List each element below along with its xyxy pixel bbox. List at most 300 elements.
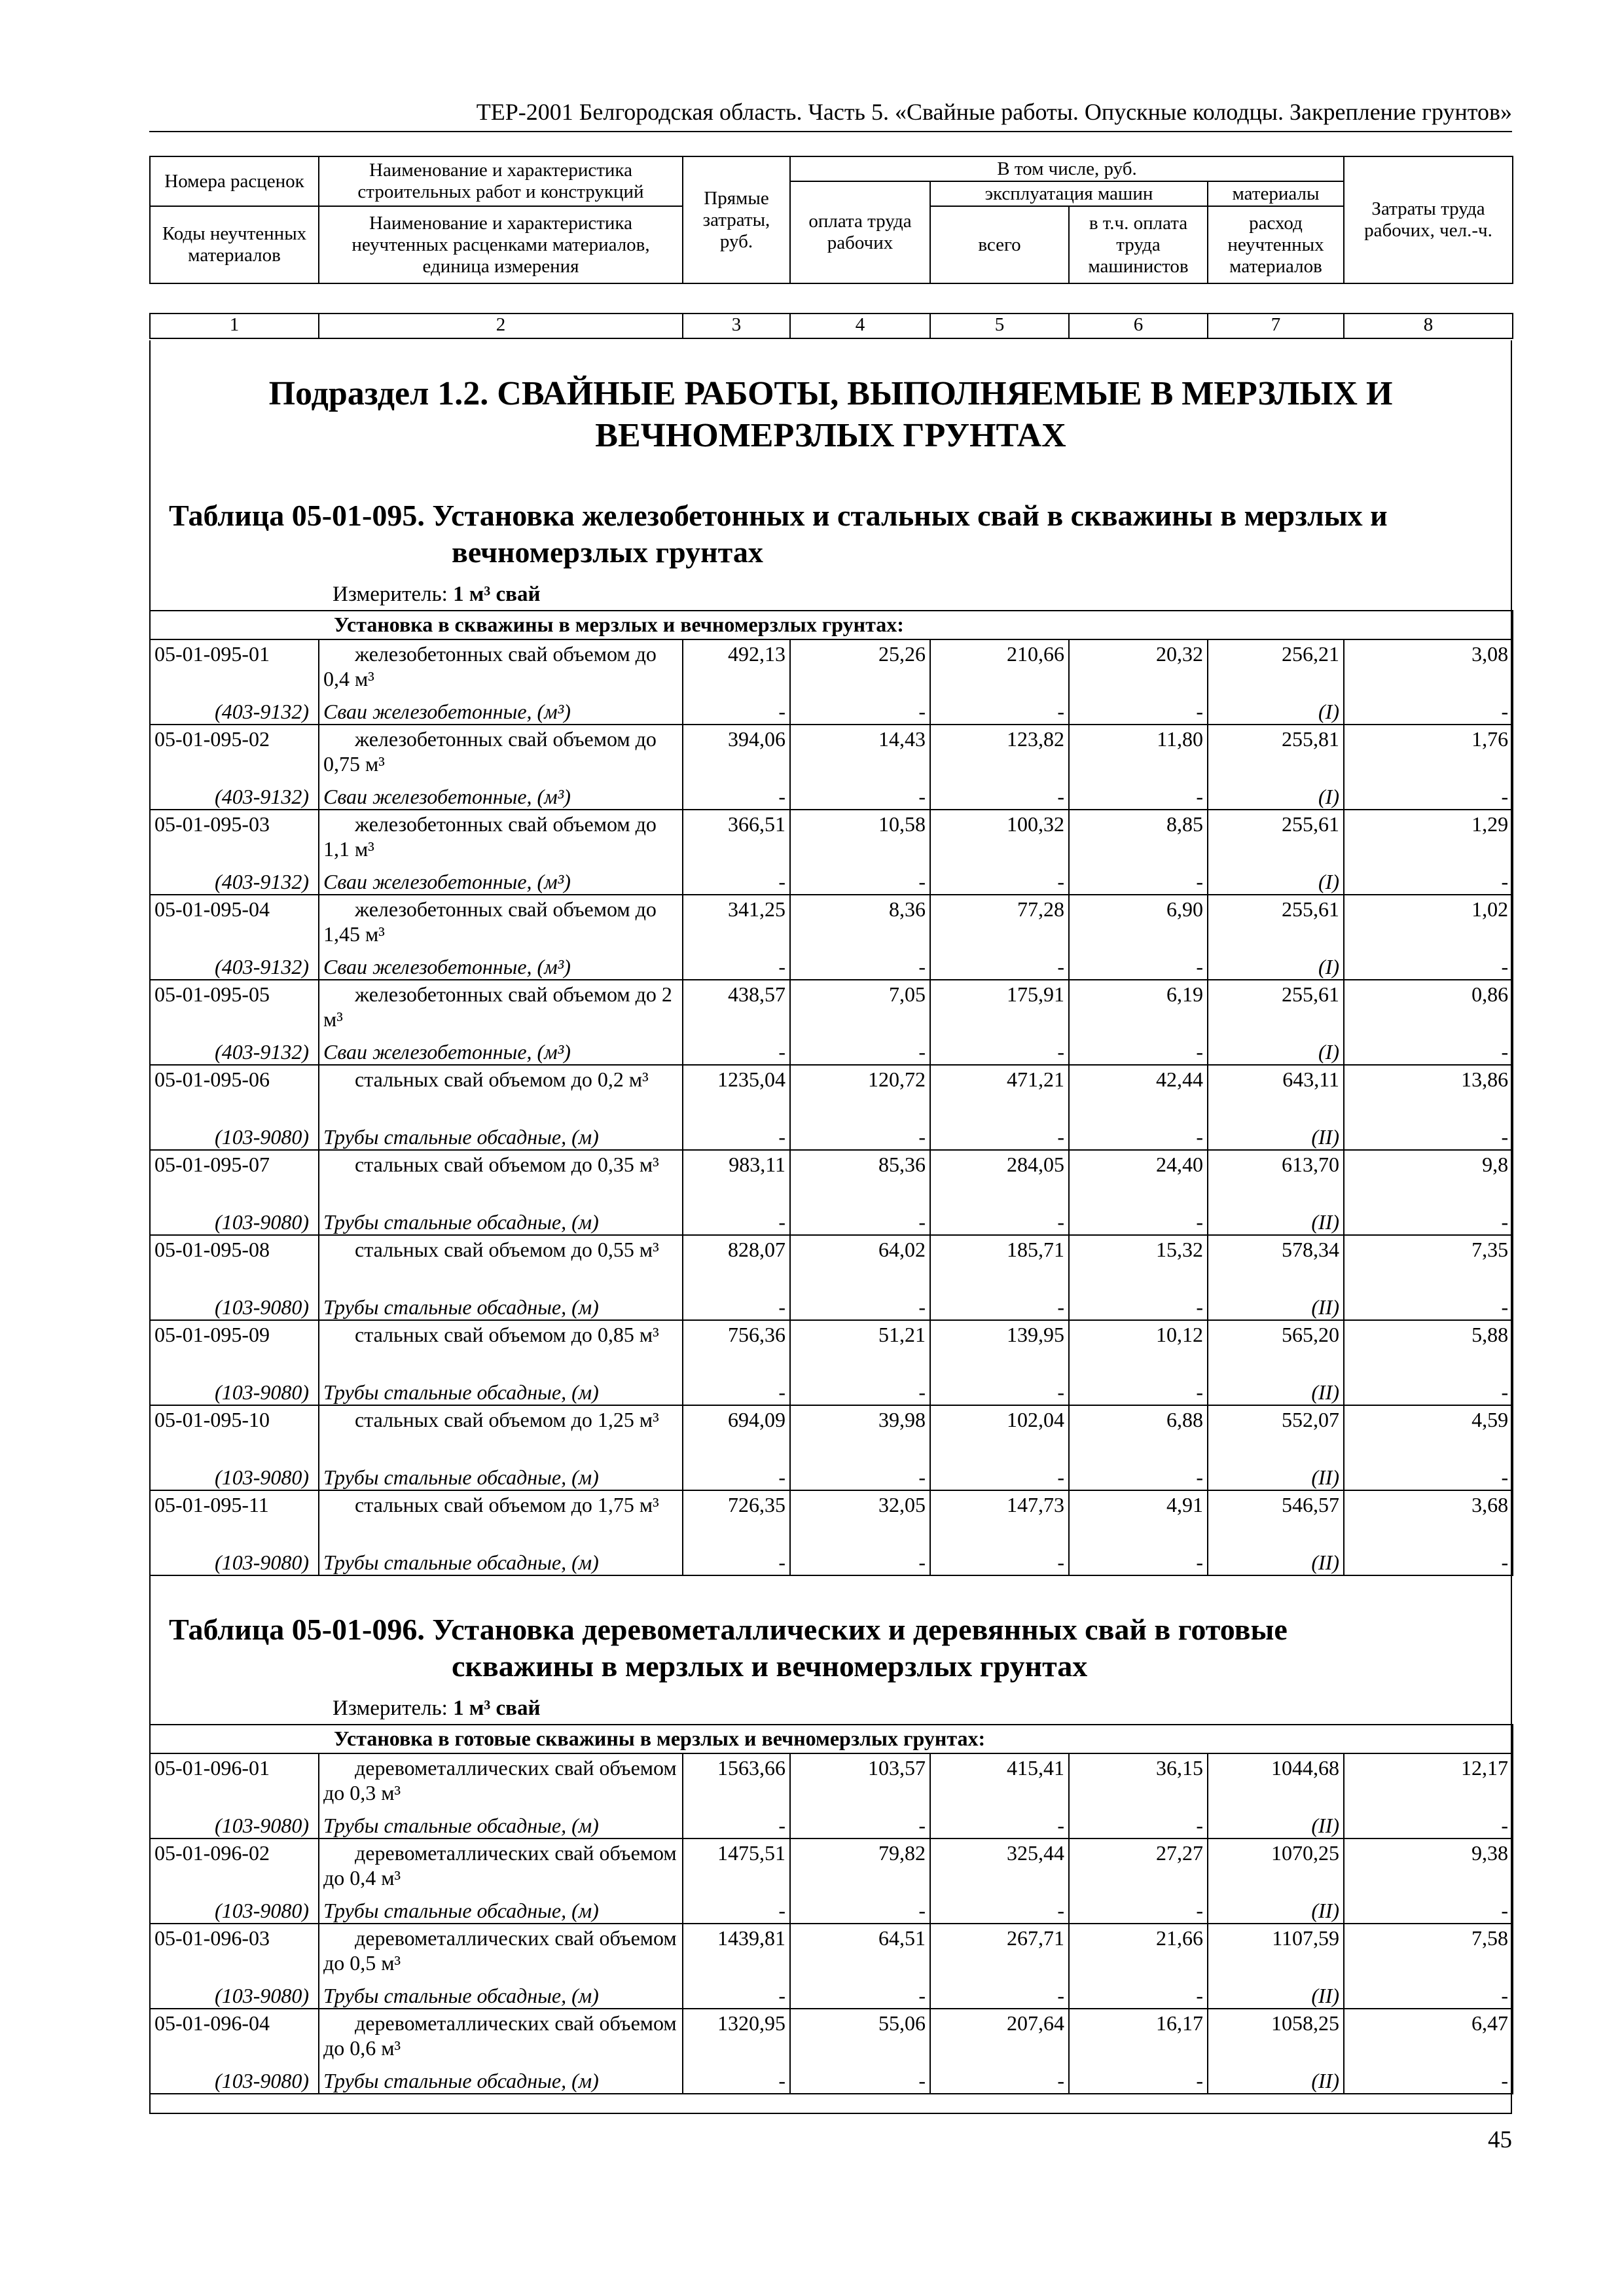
table-cell <box>790 1150 930 1235</box>
rate-code: 05-01-095-06 <box>154 1067 270 1091</box>
table-cell <box>1069 1150 1208 1235</box>
table-cell <box>150 1065 319 1150</box>
material-code: (403-9132) <box>215 955 309 978</box>
table-cell <box>319 1924 683 2009</box>
table-cell <box>790 1753 930 1839</box>
material-name: Трубы стальные обсадные, (м) <box>323 1465 599 1489</box>
table-cell <box>1344 1839 1513 1924</box>
material-value: - <box>778 700 785 723</box>
table-cell <box>1208 1235 1344 1320</box>
machine-cost: 77,28 <box>1017 897 1064 921</box>
work-name: железобетонных свай объемом до 1,1 м³ <box>323 812 657 861</box>
col3-header: Прямые затраты, руб. <box>683 156 790 283</box>
col-number: 4 <box>790 314 930 338</box>
operator-cost: 6,88 <box>1166 1408 1203 1431</box>
machine-cost: 139,95 <box>1007 1323 1064 1346</box>
table-cell <box>790 980 930 1065</box>
table-cell <box>683 1320 790 1405</box>
material-code: (103-9080) <box>215 1465 309 1489</box>
table-cell <box>1069 1839 1208 1924</box>
machine-cost: 175,91 <box>1007 982 1064 1006</box>
material-value: - <box>778 1040 785 1064</box>
material-code: (103-9080) <box>215 1210 309 1234</box>
machine-cost: 123,82 <box>1007 727 1064 751</box>
table-cell <box>1069 1320 1208 1405</box>
col7-header: расход неучтенных материалов <box>1208 206 1344 283</box>
direct-cost: 394,06 <box>728 727 785 751</box>
material-value: - <box>1057 1295 1064 1319</box>
table-cell <box>930 810 1069 895</box>
col4-header: оплата труда рабочих <box>790 181 930 283</box>
machine-cost: 471,21 <box>1007 1067 1064 1091</box>
table-cell <box>1208 2009 1344 2094</box>
table-cell <box>319 1235 683 1320</box>
materials-cost: 578,34 <box>1282 1238 1339 1261</box>
direct-cost: 694,09 <box>728 1408 785 1431</box>
machine-cost: 207,64 <box>1007 2011 1064 2035</box>
table-cell <box>319 895 683 980</box>
col-number: 5 <box>930 314 1069 338</box>
meter-label: Измеритель: <box>333 583 448 606</box>
col5-header: всего <box>930 206 1069 283</box>
table-cell <box>1344 2009 1513 2094</box>
material-code: (103-9080) <box>215 1295 309 1319</box>
labor-hours: 7,35 <box>1471 1238 1509 1261</box>
table-cell <box>1069 2009 1208 2094</box>
table-cell <box>150 1235 319 1320</box>
table-cell <box>150 1924 319 2009</box>
material-name: Сваи железобетонные, (м³) <box>323 870 571 893</box>
table-row <box>150 725 1513 810</box>
material-value: - <box>1196 955 1203 978</box>
labor-cost: 85,36 <box>878 1153 926 1176</box>
labor-cost: 39,98 <box>878 1408 926 1431</box>
materials-cost: 565,20 <box>1282 1323 1339 1346</box>
work-name: деревометаллических свай объемом до 0,3 м³ <box>323 1756 677 1804</box>
column-number-row <box>149 313 1513 339</box>
operator-cost: 42,44 <box>1156 1067 1203 1091</box>
table-row <box>150 1490 1513 1575</box>
table2-title-line2: скважины в мерзлых и вечномерзлых грунтах <box>452 1649 1088 1683</box>
table-row <box>150 1405 1513 1490</box>
labor-cost: 64,51 <box>878 1926 926 1950</box>
table-cell <box>319 1490 683 1575</box>
table-cell <box>1208 1924 1344 2009</box>
table-cell <box>1208 639 1344 725</box>
col-number: 7 <box>1208 314 1344 338</box>
material-consumption: (II) <box>1311 2069 1339 2092</box>
col1-bottom-header: Коды неучтенных материалов <box>150 206 319 283</box>
col2-bottom-header: Наименование и характеристика неучтенных расценками материалов, единица измерения <box>319 206 683 283</box>
table-cell <box>319 725 683 810</box>
table-cell <box>790 639 930 725</box>
table-cell <box>930 895 1069 980</box>
material-consumption: (II) <box>1311 1814 1339 1837</box>
material-value: - <box>778 1899 785 1922</box>
table-cell <box>930 1065 1069 1150</box>
table-cell <box>683 810 790 895</box>
machine-cost: 284,05 <box>1007 1153 1064 1176</box>
table1-subheader: Установка в скважины в мерзлых и вечномерзлых грунтах: <box>150 611 1513 639</box>
labor-hours: 13,86 <box>1461 1067 1509 1091</box>
material-consumption: (I) <box>1318 700 1339 723</box>
table-cell <box>683 1065 790 1150</box>
table-cell <box>683 1405 790 1490</box>
labor-hours: 9,38 <box>1471 1841 1508 1865</box>
material-name: Сваи железобетонные, (м³) <box>323 955 571 978</box>
direct-cost: 1439,81 <box>717 1926 785 1950</box>
material-code: (403-9132) <box>215 700 309 723</box>
material-value: - <box>1501 1040 1509 1064</box>
material-value: - <box>918 955 926 978</box>
material-value: - <box>778 1125 785 1149</box>
rate-code: 05-01-095-03 <box>154 812 270 836</box>
labor-cost: 51,21 <box>878 1323 926 1346</box>
material-name: Трубы стальные обсадные, (м) <box>323 1984 599 2007</box>
machines-header: эксплуатация машин <box>930 181 1208 206</box>
materials-cost: 255,81 <box>1282 727 1339 751</box>
table-cell <box>319 639 683 725</box>
machine-cost: 415,41 <box>1007 1756 1064 1780</box>
material-value: - <box>1196 1210 1203 1234</box>
material-consumption: (II) <box>1311 1899 1339 1922</box>
material-value: - <box>1057 1380 1064 1404</box>
col6-header: в т.ч. оплата труда машинистов <box>1069 206 1208 283</box>
table2-body <box>149 1724 1513 2094</box>
material-value: - <box>1057 1465 1064 1489</box>
table-cell <box>1344 810 1513 895</box>
table-cell <box>930 1924 1069 2009</box>
labor-hours: 4,59 <box>1471 1408 1509 1431</box>
meter-label: Измеритель: <box>333 1696 448 1720</box>
table-cell <box>1069 1235 1208 1320</box>
table-cell <box>683 639 790 725</box>
material-code: (103-9080) <box>215 1984 309 2007</box>
table2-title <box>169 1611 1498 1685</box>
material-value: - <box>778 2069 785 2092</box>
table-row <box>150 1065 1513 1150</box>
materials-cost: 1107,59 <box>1272 1926 1339 1950</box>
material-value: - <box>918 1551 926 1574</box>
operator-cost: 6,90 <box>1166 897 1203 921</box>
material-value: - <box>1501 1984 1508 2007</box>
material-value: - <box>1196 1295 1203 1319</box>
rate-code: 05-01-095-01 <box>154 642 270 666</box>
table-cell <box>150 1150 319 1235</box>
materials-cost: 643,11 <box>1282 1067 1339 1091</box>
direct-cost: 983,11 <box>729 1153 785 1176</box>
table-row <box>150 1839 1513 1924</box>
rate-code: 05-01-095-04 <box>154 897 270 921</box>
table-cell <box>319 810 683 895</box>
material-code: (403-9132) <box>215 870 309 893</box>
rate-code: 05-01-096-03 <box>154 1926 270 1950</box>
material-consumption: (II) <box>1311 1465 1339 1489</box>
machine-cost: 325,44 <box>1007 1841 1064 1865</box>
material-value: - <box>1196 870 1203 893</box>
material-value: - <box>1501 1380 1509 1404</box>
material-value: - <box>918 1380 926 1404</box>
table1-title-line2: вечномерзлых грунтах <box>452 535 763 569</box>
material-name: Трубы стальные обсадные, (м) <box>323 1899 599 1922</box>
rate-code: 05-01-095-05 <box>154 982 270 1006</box>
labor-cost: 14,43 <box>878 727 926 751</box>
material-name: Трубы стальные обсадные, (м) <box>323 1814 599 1837</box>
materials-cost: 255,61 <box>1282 812 1339 836</box>
table-cell <box>683 1150 790 1235</box>
table-cell <box>790 1065 930 1150</box>
material-value: - <box>1196 1814 1203 1837</box>
material-value: - <box>1501 870 1509 893</box>
table-cell <box>790 2009 930 2094</box>
col1-top-header: Номера расценок <box>150 156 319 206</box>
material-consumption: (II) <box>1311 1125 1339 1149</box>
col-number: 8 <box>1344 314 1513 338</box>
material-value: - <box>1196 1040 1203 1064</box>
material-value: - <box>1057 1125 1064 1149</box>
material-value: - <box>918 1210 926 1234</box>
meter-value: 1 м³ свай <box>453 1696 541 1720</box>
table-row <box>150 980 1513 1065</box>
labor-hours: 6,47 <box>1471 2011 1508 2035</box>
table-cell <box>319 980 683 1065</box>
running-header: ТЕР-2001 Белгородская область. Часть 5. «Свайные работы. Опускные колодцы. Закрепление грунтов» <box>149 93 1512 132</box>
direct-cost: 756,36 <box>728 1323 785 1346</box>
rate-code: 05-01-095-08 <box>154 1238 270 1261</box>
table-cell <box>1069 1924 1208 2009</box>
table-cell <box>1208 1320 1344 1405</box>
rate-code: 05-01-095-09 <box>154 1323 270 1346</box>
material-name: Сваи железобетонные, (м³) <box>323 1040 571 1064</box>
direct-cost: 1563,66 <box>717 1756 785 1780</box>
material-value: - <box>778 955 785 978</box>
material-consumption: (II) <box>1311 1380 1339 1404</box>
table-cell <box>683 980 790 1065</box>
table-row <box>150 1320 1513 1405</box>
material-value: - <box>1196 1125 1203 1149</box>
table-cell <box>1069 639 1208 725</box>
labor-hours: 1,76 <box>1471 727 1509 751</box>
material-value: - <box>918 1295 926 1319</box>
materials-cost: 1044,68 <box>1271 1756 1339 1780</box>
materials-cost: 255,61 <box>1282 982 1339 1006</box>
material-value: - <box>918 1465 926 1489</box>
table-row <box>150 810 1513 895</box>
material-value: - <box>1057 1210 1064 1234</box>
direct-cost: 1320,95 <box>717 2011 785 2035</box>
table-cell <box>790 1924 930 2009</box>
material-value: - <box>1501 1814 1508 1837</box>
table-cell <box>1069 1490 1208 1575</box>
work-name: железобетонных свай объемом до 0,4 м³ <box>323 642 657 691</box>
material-consumption: (I) <box>1318 955 1339 978</box>
machine-cost: 267,71 <box>1007 1926 1064 1950</box>
material-value: - <box>1196 1465 1203 1489</box>
table-cell <box>319 1839 683 1924</box>
material-code: (403-9132) <box>215 1040 309 1064</box>
direct-cost: 366,51 <box>728 812 785 836</box>
material-code: (103-9080) <box>215 1380 309 1404</box>
table-cell <box>683 1490 790 1575</box>
table-cell <box>790 1405 930 1490</box>
work-name: железобетонных свай объемом до 0,75 м³ <box>323 727 657 776</box>
table-cell <box>150 725 319 810</box>
material-value: - <box>918 2069 926 2092</box>
material-consumption: (I) <box>1318 1040 1339 1064</box>
materials-header: материалы <box>1208 181 1344 206</box>
table-row <box>150 2009 1513 2094</box>
material-code: (403-9132) <box>215 785 309 808</box>
operator-cost: 16,17 <box>1156 2011 1203 2035</box>
table-cell <box>1069 980 1208 1065</box>
material-value: - <box>1501 1210 1509 1234</box>
material-code: (103-9080) <box>215 1814 309 1837</box>
table-cell <box>1344 639 1513 725</box>
materials-cost: 1070,25 <box>1271 1841 1339 1865</box>
operator-cost: 15,32 <box>1156 1238 1203 1261</box>
col-number: 3 <box>683 314 790 338</box>
table-cell <box>150 639 319 725</box>
material-name: Сваи железобетонные, (м³) <box>323 785 571 808</box>
rate-code: 05-01-095-07 <box>154 1153 270 1176</box>
table-cell <box>1344 895 1513 980</box>
material-name: Трубы стальные обсадные, (м) <box>323 1380 599 1404</box>
table-cell <box>1069 1405 1208 1490</box>
material-value: - <box>1057 2069 1064 2092</box>
work-name: стальных свай объемом до 1,25 м³ <box>355 1408 659 1431</box>
material-value: - <box>918 1984 926 2007</box>
labor-cost: 10,58 <box>878 812 926 836</box>
labor-hours: 12,17 <box>1461 1756 1508 1780</box>
material-value: - <box>1057 1984 1064 2007</box>
table-cell <box>150 1405 319 1490</box>
table-cell <box>1208 1753 1344 1839</box>
col-number: 6 <box>1069 314 1208 338</box>
material-value: - <box>778 1380 785 1404</box>
table-cell <box>930 1490 1069 1575</box>
table-cell <box>683 1753 790 1839</box>
table-cell <box>1344 980 1513 1065</box>
materials-cost: 546,57 <box>1282 1493 1339 1516</box>
material-value: - <box>778 1551 785 1574</box>
material-value: - <box>1196 700 1203 723</box>
table-cell <box>683 1839 790 1924</box>
table-cell <box>150 810 319 895</box>
rate-code: 05-01-096-01 <box>154 1756 270 1780</box>
machine-cost: 185,71 <box>1007 1238 1064 1261</box>
operator-cost: 10,12 <box>1156 1323 1203 1346</box>
table-cell <box>319 1753 683 1839</box>
table-cell <box>1344 1065 1513 1150</box>
material-value: - <box>1196 1899 1203 1922</box>
table-cell <box>1208 1150 1344 1235</box>
material-name: Сваи железобетонные, (м³) <box>323 700 571 723</box>
labor-cost: 7,05 <box>889 982 926 1006</box>
document-page <box>149 0 1512 2296</box>
labor-cost: 32,05 <box>878 1493 926 1516</box>
labor-hours: 5,88 <box>1471 1323 1509 1346</box>
material-value: - <box>1196 2069 1203 2092</box>
material-consumption: (I) <box>1318 870 1339 893</box>
material-value: - <box>918 870 926 893</box>
table-cell <box>930 639 1069 725</box>
machine-cost: 102,04 <box>1007 1408 1064 1431</box>
table-cell <box>1344 1235 1513 1320</box>
operator-cost: 24,40 <box>1156 1153 1203 1176</box>
labor-cost: 103,57 <box>868 1756 926 1780</box>
table-cell <box>683 2009 790 2094</box>
column-header-table <box>149 156 1513 284</box>
table-row <box>150 895 1513 980</box>
work-name: деревометаллических свай объемом до 0,5 м³ <box>323 1926 677 1975</box>
material-value: - <box>1057 1899 1064 1922</box>
operator-cost: 27,27 <box>1156 1841 1203 1865</box>
table-cell <box>1208 810 1344 895</box>
material-name: Трубы стальные обсадные, (м) <box>323 1210 599 1234</box>
materials-cost: 552,07 <box>1282 1408 1339 1431</box>
table-cell <box>790 1839 930 1924</box>
section-title-line2: ВЕЧНОМЕРЗЛЫХ ГРУНТАХ <box>595 417 1066 454</box>
table-cell <box>930 725 1069 810</box>
table-cell <box>150 980 319 1065</box>
material-value: - <box>1057 785 1064 808</box>
table-cell <box>790 895 930 980</box>
rate-code: 05-01-095-11 <box>154 1493 269 1516</box>
work-name: стальных свай объемом до 0,2 м³ <box>355 1067 649 1091</box>
operator-cost: 6,19 <box>1166 982 1203 1006</box>
table-cell <box>1208 1405 1344 1490</box>
material-value: - <box>778 1984 785 2007</box>
labor-cost: 25,26 <box>878 642 926 666</box>
material-code: (103-9080) <box>215 1899 309 1922</box>
material-value: - <box>1057 870 1064 893</box>
material-value: - <box>778 785 785 808</box>
material-name: Трубы стальные обсадные, (м) <box>323 2069 599 2092</box>
material-consumption: (II) <box>1311 1984 1339 2007</box>
table-cell <box>790 1235 930 1320</box>
labor-cost: 55,06 <box>878 2011 926 2035</box>
labor-hours: 0,86 <box>1471 982 1509 1006</box>
operator-cost: 20,32 <box>1156 642 1203 666</box>
labor-hours: 1,29 <box>1471 812 1509 836</box>
material-code: (103-9080) <box>215 2069 309 2092</box>
table-cell <box>1344 1490 1513 1575</box>
material-value: - <box>1501 785 1509 808</box>
table-cell <box>150 2009 319 2094</box>
material-value: - <box>1057 955 1064 978</box>
table-cell <box>150 1753 319 1839</box>
table-cell <box>1069 725 1208 810</box>
material-consumption: (II) <box>1311 1551 1339 1574</box>
material-consumption: (II) <box>1311 1210 1339 1234</box>
table-cell <box>930 1150 1069 1235</box>
material-value: - <box>918 1814 926 1837</box>
table-cell <box>1069 810 1208 895</box>
material-value: - <box>1501 1125 1509 1149</box>
material-value: - <box>1057 1040 1064 1064</box>
table-cell <box>1069 1753 1208 1839</box>
material-value: - <box>778 1465 785 1489</box>
labor-hours: 7,58 <box>1471 1926 1508 1950</box>
table-cell <box>683 1924 790 2009</box>
work-name: деревометаллических свай объемом до 0,6 м³ <box>323 2011 677 2060</box>
materials-cost: 256,21 <box>1282 642 1339 666</box>
table-row <box>150 1924 1513 2009</box>
table-cell <box>150 895 319 980</box>
labor-cost: 120,72 <box>868 1067 926 1091</box>
material-value: - <box>1501 1465 1509 1489</box>
table-cell <box>930 1839 1069 1924</box>
